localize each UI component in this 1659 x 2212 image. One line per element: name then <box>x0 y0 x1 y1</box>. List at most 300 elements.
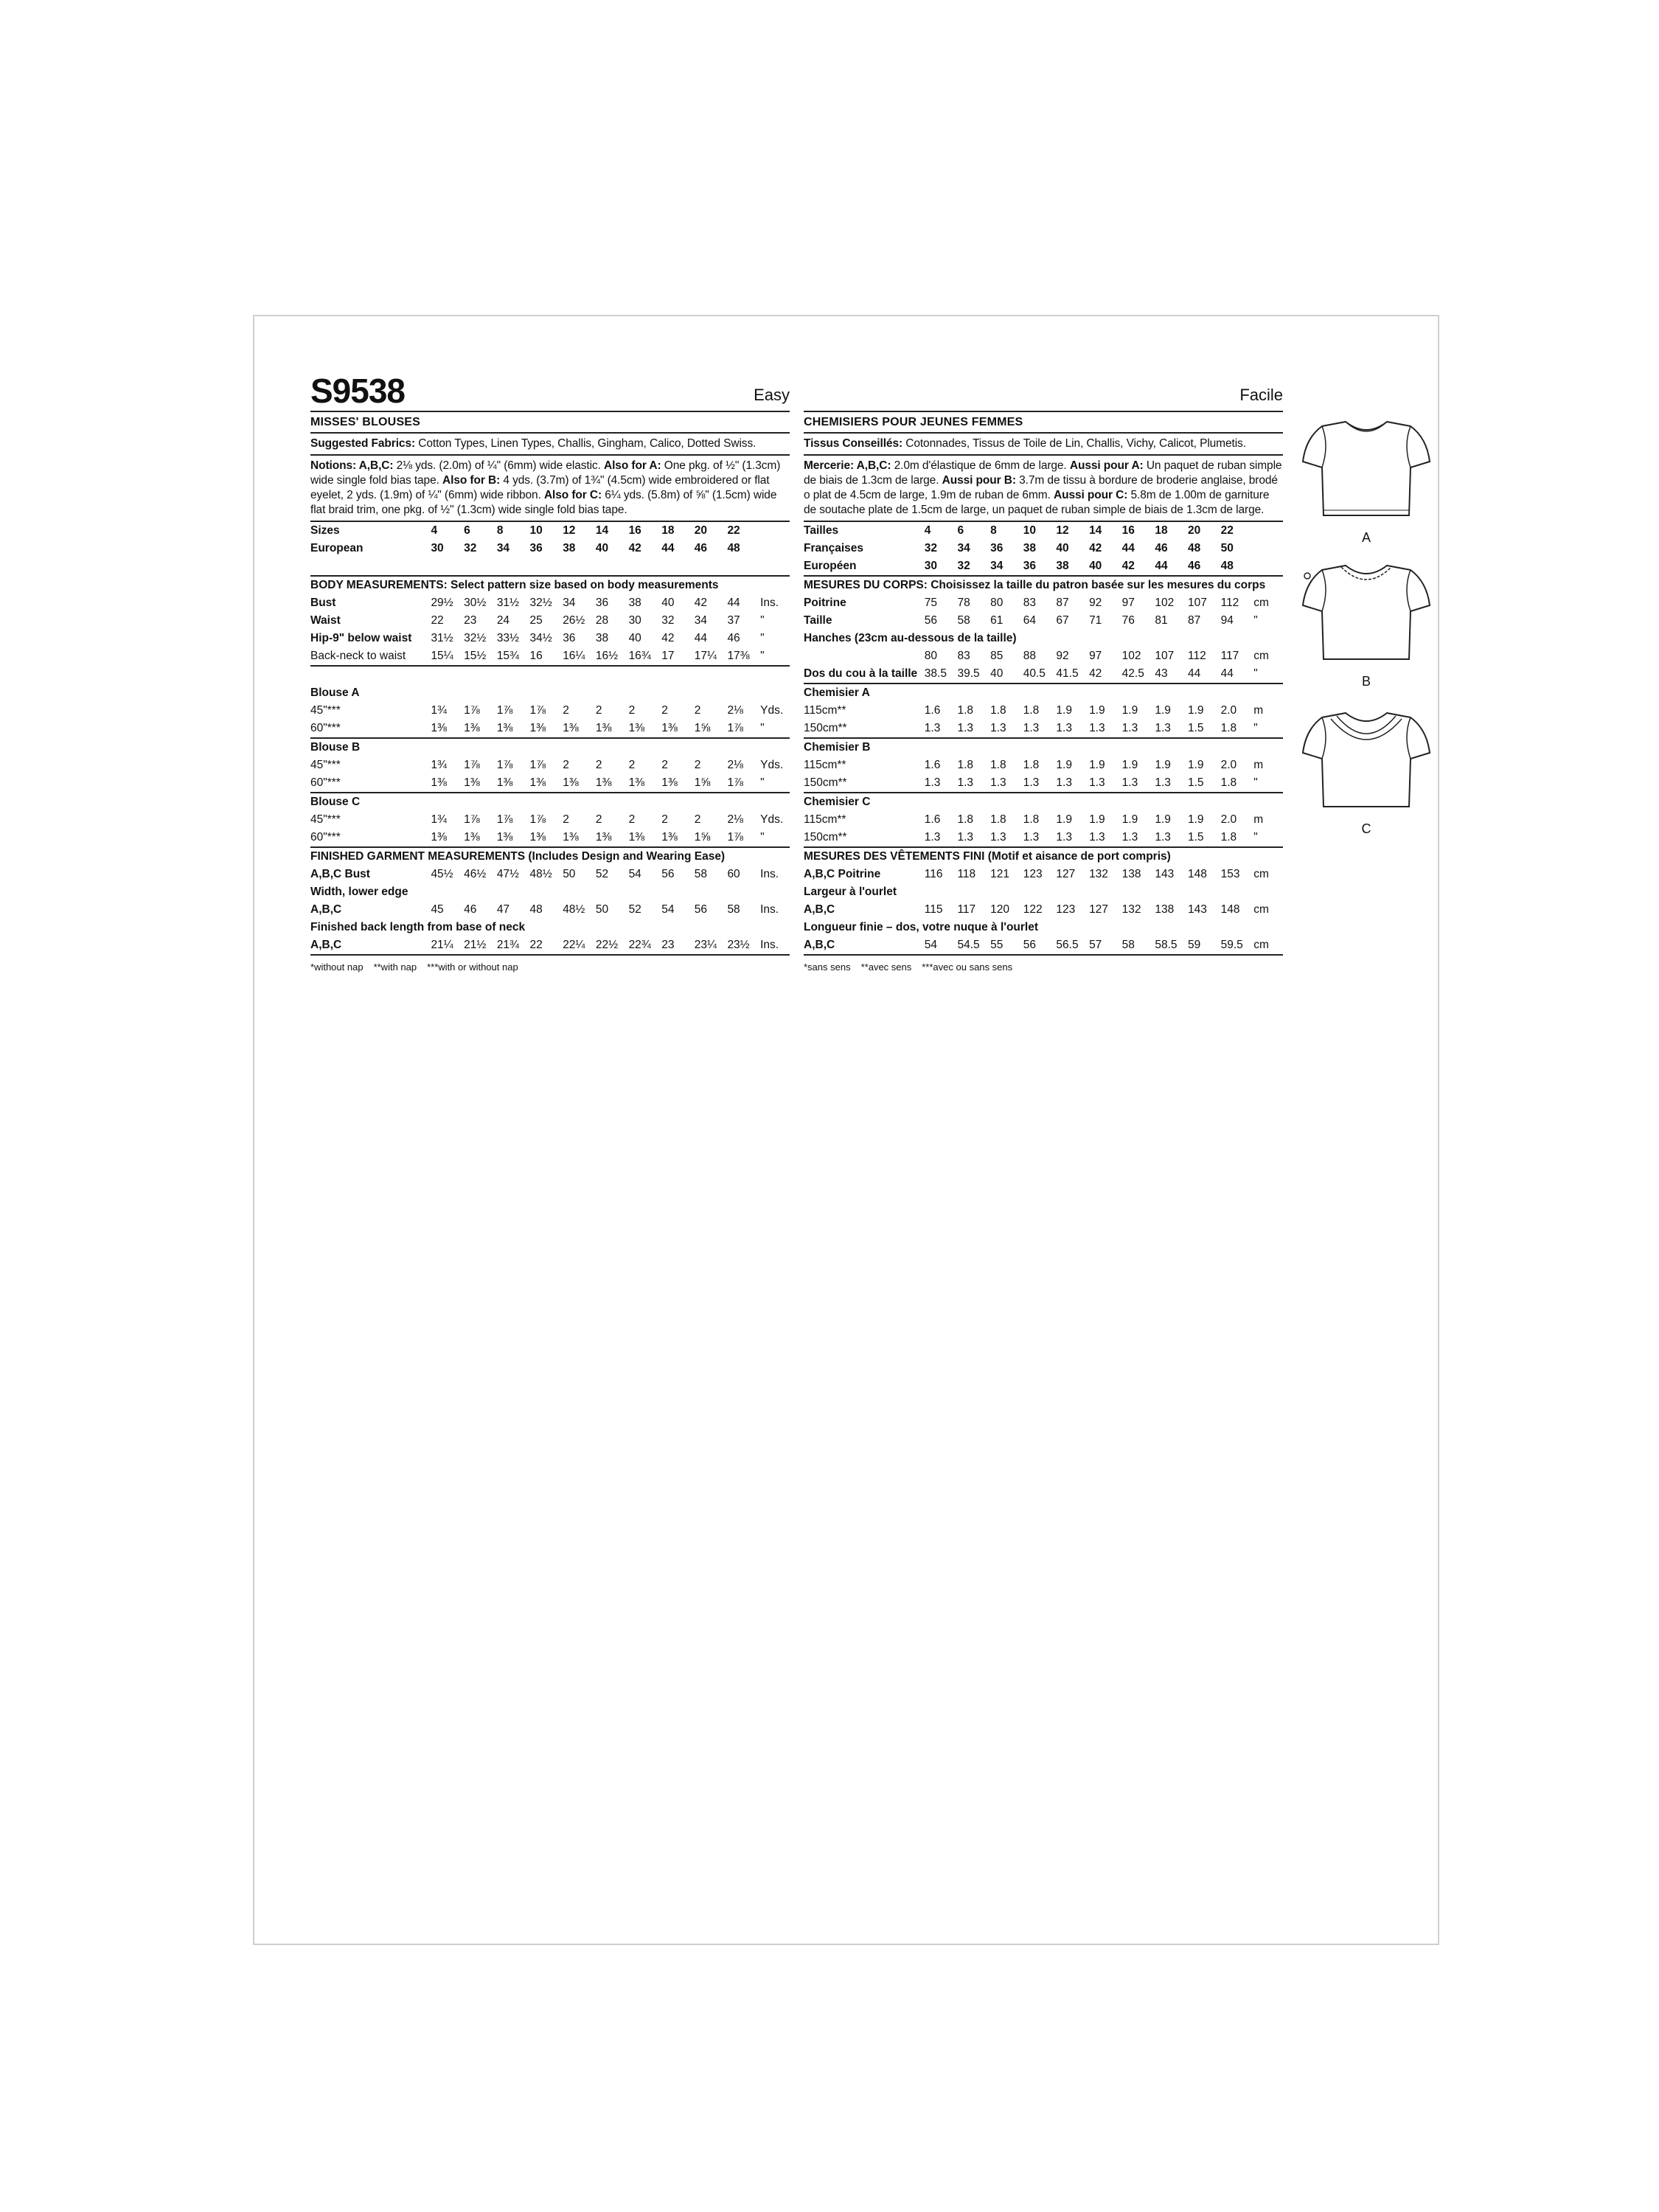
finished-measurement-row <box>310 866 790 883</box>
value-cell: 2 <box>628 704 636 717</box>
pattern-number: S9538 <box>310 372 406 410</box>
value-cell: 1⅜ <box>464 829 497 847</box>
value-cell: 1.3 <box>1089 720 1122 738</box>
unit-cell: Yds. <box>760 759 784 771</box>
value-cell: 1.9 <box>1089 759 1105 771</box>
value-cell: 39.5 <box>957 665 990 684</box>
value-cell: 1⅜ <box>596 774 629 793</box>
value-cell: 31½ <box>431 632 453 644</box>
blouse-yardage-title <box>310 738 790 757</box>
value-cell: 1.5 <box>1188 720 1221 738</box>
value-cell: 44 <box>727 597 740 609</box>
value-cell: 1.8 <box>990 813 1006 826</box>
value-cell: 29½ <box>431 597 453 609</box>
unit-cell: " <box>760 774 790 793</box>
row-label: 60"*** <box>310 829 431 847</box>
footnote: **with nap <box>373 961 417 973</box>
sizes-row <box>804 522 1283 540</box>
value-cell: 1.9 <box>1121 704 1138 717</box>
row-label: A,B,C <box>804 903 835 916</box>
blouse-b-drawing <box>1300 560 1433 670</box>
value-cell: 54.5 <box>957 936 990 955</box>
value-cell: 48½ <box>529 868 552 880</box>
european-sizes-row <box>310 540 790 557</box>
notions-label: Notions: A,B,C: <box>310 459 394 472</box>
body-measurements-title <box>804 576 1283 594</box>
value-cell: 50 <box>563 868 576 880</box>
size-chart-fr <box>804 522 1283 956</box>
value-cell: 32½ <box>529 597 552 609</box>
blouse-yardage-title <box>804 684 1283 702</box>
value-cell: 44 <box>1188 665 1221 684</box>
value-cell: 121 <box>990 868 1009 880</box>
value-cell: 22 <box>530 936 563 955</box>
difficulty-label: Easy <box>754 386 790 404</box>
value-cell: 38.5 <box>925 665 958 684</box>
value-cell: 123 <box>1023 868 1043 880</box>
value-cell: 1.9 <box>1155 759 1171 771</box>
value-cell: 58 <box>957 614 970 627</box>
value-cell: 50 <box>1220 542 1234 554</box>
value-cell: 1.6 <box>924 813 941 826</box>
heading-cell: Blouse B <box>310 741 361 754</box>
value-cell: 44 <box>1155 557 1188 576</box>
value-cell: 88 <box>1023 650 1036 662</box>
value-cell: 50 <box>595 903 609 916</box>
value-cell: 138 <box>1121 868 1141 880</box>
value-cell: 1.6 <box>924 759 941 771</box>
value-cell: 112 <box>1188 650 1206 662</box>
header-en <box>310 372 790 412</box>
value-cell: 48 <box>1188 542 1201 554</box>
value-cell: 41.5 <box>1056 665 1089 684</box>
value-cell: 40 <box>628 632 641 644</box>
value-cell: 34 <box>563 597 576 609</box>
value-cell: 1⅜ <box>563 720 596 738</box>
value-cell: 94 <box>1220 614 1234 627</box>
value-cell: 38 <box>563 542 576 554</box>
english-column <box>310 372 790 973</box>
row-label: A,B,C <box>310 903 342 916</box>
yardage-row <box>804 757 1283 774</box>
heading-cell: Longueur finie – dos, votre nuque à l'ourlet <box>804 921 1039 933</box>
value-cell: 46 <box>694 542 707 554</box>
value-cell: 1⅜ <box>464 720 497 738</box>
value-cell: 1¾ <box>431 704 447 717</box>
value-cell: 78 <box>957 597 970 609</box>
value-cell: 52 <box>628 903 641 916</box>
value-cell: 148 <box>1220 903 1240 916</box>
value-cell: 25 <box>529 614 543 627</box>
yardage-row <box>804 811 1283 829</box>
value-cell: 59 <box>1188 936 1221 955</box>
value-cell: 32 <box>661 614 675 627</box>
unit-cell: Ins. <box>760 597 779 609</box>
value-cell: 23¼ <box>695 936 728 955</box>
value-cell: 123 <box>1056 903 1076 916</box>
view-c-sketch <box>1300 707 1433 836</box>
value-cell: 16½ <box>596 647 629 666</box>
value-cell: 22½ <box>596 936 629 955</box>
yardage-row <box>310 720 790 738</box>
unit-cell: Ins. <box>760 903 779 916</box>
row-label: Poitrine <box>804 597 846 609</box>
value-cell: 16¾ <box>629 647 662 666</box>
unit-cell: cm <box>1253 650 1269 662</box>
unit-cell: m <box>1253 759 1264 771</box>
sizes-row <box>310 522 790 540</box>
value-cell: 10 <box>529 524 543 537</box>
value-cell: 56 <box>1023 936 1057 955</box>
value-cell: 38 <box>595 632 609 644</box>
notions-text: 2⅛ yds. (2.0m) of ¼" (6mm) wide elastic. <box>393 459 604 472</box>
row-label: Françaises <box>804 542 863 554</box>
value-cell: 118 <box>957 868 976 880</box>
yardage-row <box>310 829 790 847</box>
value-cell: 1.3 <box>1056 720 1089 738</box>
value-cell: 1.9 <box>1121 759 1138 771</box>
unit-cell: cm <box>1253 936 1283 955</box>
value-cell: 47 <box>496 903 510 916</box>
value-cell: 1.3 <box>1023 720 1057 738</box>
value-cell: 52 <box>595 868 609 880</box>
heading-cell: Blouse C <box>310 796 361 808</box>
value-cell: 92 <box>1056 650 1069 662</box>
footnotes-fr <box>804 956 1283 973</box>
value-cell: 34 <box>990 557 1023 576</box>
value-cell: 54 <box>661 903 675 916</box>
heading-cell: Blouse A <box>310 686 360 699</box>
value-cell: 1.3 <box>957 720 990 738</box>
value-cell: 1.9 <box>1188 813 1204 826</box>
unit-cell: cm <box>1253 903 1269 916</box>
value-cell: 2.0 <box>1220 759 1237 771</box>
heading-cell: Chemisier C <box>804 796 871 808</box>
value-cell: 6 <box>957 524 964 537</box>
value-cell: 2 <box>563 813 569 826</box>
value-cell: 2⅛ <box>727 759 743 771</box>
notions-text: One pkg. of ½" (1.3cm) wide single fold bias tape. <box>310 459 781 487</box>
value-cell: 22 <box>727 524 740 537</box>
unit-cell: Yds. <box>760 813 784 826</box>
value-cell: 1⅜ <box>661 829 695 847</box>
value-cell: 115 <box>924 903 943 916</box>
unit-cell: " <box>760 647 790 666</box>
value-cell: 16 <box>1121 524 1135 537</box>
row-label: 45"*** <box>310 704 341 717</box>
value-cell: 56 <box>661 868 675 880</box>
yardage-row <box>310 702 790 720</box>
value-cell: 45 <box>431 903 444 916</box>
garment-title: MISSES' BLOUSES <box>310 412 790 434</box>
value-cell: 1.3 <box>1122 829 1155 847</box>
value-cell: 48 <box>727 542 740 554</box>
value-cell: 1.9 <box>1056 813 1072 826</box>
value-cell: 1⅞ <box>529 759 546 771</box>
row-label: 60"*** <box>310 720 431 738</box>
value-cell: 132 <box>1121 903 1141 916</box>
row-label: 45"*** <box>310 813 341 826</box>
also-b-label: Also for B: <box>442 474 501 487</box>
unit-cell: " <box>1253 774 1283 793</box>
value-cell: 1.9 <box>1056 704 1072 717</box>
value-cell: 102 <box>1121 650 1141 662</box>
value-cell: 12 <box>563 524 576 537</box>
value-cell: 36 <box>595 597 609 609</box>
notions-text: 4 yds. (3.7m) of 1¾" (4.5cm) wide embroidered or flat eyelet, 2 yds. (1.9m) of ¼" (6mm) wide ribbon. <box>310 474 770 501</box>
value-cell: 2 <box>595 759 602 771</box>
view-b-label: B <box>1361 674 1371 689</box>
row-label: A,B,C Poitrine <box>804 868 881 880</box>
value-cell: 1⅝ <box>695 829 728 847</box>
value-cell: 1.9 <box>1121 813 1138 826</box>
spacer-row <box>310 557 790 576</box>
row-label: 150cm** <box>804 774 925 793</box>
value-cell: 1⅜ <box>596 720 629 738</box>
value-cell: 138 <box>1155 903 1175 916</box>
value-cell: 2⅛ <box>727 813 743 826</box>
value-cell: 46 <box>464 903 477 916</box>
also-c-label: Aussi pour C: <box>1053 489 1128 501</box>
footnote: *without nap <box>310 961 364 973</box>
value-cell: 46 <box>1188 557 1221 576</box>
value-cell: 32 <box>957 557 990 576</box>
value-cell: 2 <box>661 759 668 771</box>
value-cell: 44 <box>1221 665 1254 684</box>
unit-cell: Ins. <box>760 868 779 880</box>
notions-text: Un paquet de ruban simple de biais de 1.3cm de large. <box>804 459 1282 487</box>
finished-subheading <box>804 883 1283 901</box>
value-cell: 1⅜ <box>661 720 695 738</box>
value-cell: 122 <box>1023 903 1043 916</box>
value-cell: 1.3 <box>925 829 958 847</box>
value-cell: 8 <box>496 524 504 537</box>
value-cell: 32 <box>464 542 477 554</box>
value-cell: 20 <box>1188 524 1201 537</box>
value-cell: 76 <box>1121 614 1135 627</box>
value-cell: 1⅞ <box>529 813 546 826</box>
value-cell: 42 <box>661 632 675 644</box>
value-cell: 127 <box>1089 903 1108 916</box>
value-cell: 31½ <box>496 597 519 609</box>
value-cell: 47½ <box>496 868 519 880</box>
value-cell: 80 <box>990 597 1004 609</box>
value-cell: 28 <box>595 614 609 627</box>
value-cell: 83 <box>1023 597 1036 609</box>
heading-cell: Width, lower edge <box>310 886 408 898</box>
value-cell: 15¼ <box>431 647 464 666</box>
difficulty-label: Facile <box>1239 386 1283 404</box>
row-label: Taille <box>804 614 832 627</box>
value-cell: 38 <box>1023 542 1036 554</box>
french-column <box>804 387 1283 973</box>
value-cell: 1.3 <box>957 774 990 793</box>
value-cell: 8 <box>990 524 997 537</box>
notions-text: 2.0m d'élastique de 6mm de large. <box>891 459 1070 472</box>
row-label: 115cm** <box>804 759 846 771</box>
value-cell: 34 <box>957 542 970 554</box>
value-cell: 23 <box>661 936 695 955</box>
unit-cell: " <box>760 720 790 738</box>
value-cell: 40 <box>595 542 609 554</box>
body-measurement-row <box>310 612 790 630</box>
row-label: 115cm** <box>804 813 846 826</box>
blouse-yardage-title <box>804 793 1283 811</box>
value-cell: 2 <box>661 704 668 717</box>
value-cell: 1⅜ <box>530 774 563 793</box>
value-cell: 81 <box>1155 614 1168 627</box>
value-cell: 30½ <box>464 597 487 609</box>
value-cell: 2 <box>595 704 602 717</box>
body-measurement-row <box>310 594 790 612</box>
value-cell: 1.3 <box>957 829 990 847</box>
value-cell: 1⅜ <box>563 829 596 847</box>
value-cell: 153 <box>1220 868 1240 880</box>
value-cell: 18 <box>661 524 675 537</box>
value-cell: 36 <box>529 542 543 554</box>
footnote: ***avec ou sans sens <box>922 961 1013 973</box>
value-cell: 2.0 <box>1220 813 1237 826</box>
value-cell: 34 <box>694 614 707 627</box>
suggested-fabrics <box>804 434 1283 456</box>
notions-text: 3.7m de tissu à bordure de broderie anglaise, brodé o plat de 4.5cm de large, 1.9m de ruban de 6mm. <box>804 474 1278 501</box>
value-cell: 1.9 <box>1056 759 1072 771</box>
value-cell: 30 <box>628 614 641 627</box>
value-cell: 36 <box>1023 557 1057 576</box>
value-cell: 16¼ <box>563 647 596 666</box>
value-cell: 44 <box>1121 542 1135 554</box>
row-label: A,B,C Bust <box>310 868 370 880</box>
body-measurement-row <box>804 647 1283 665</box>
value-cell: 61 <box>990 614 1004 627</box>
value-cell: 1.8 <box>990 759 1006 771</box>
value-cell: 2 <box>563 759 569 771</box>
unit-cell <box>1253 522 1283 540</box>
value-cell: 148 <box>1188 868 1207 880</box>
value-cell: 22 <box>431 614 444 627</box>
value-cell: 22¼ <box>563 936 596 955</box>
value-cell: 1¾ <box>431 813 447 826</box>
value-cell: 1⅞ <box>496 759 513 771</box>
value-cell: 127 <box>1056 868 1076 880</box>
row-label: Hip-9" below waist <box>310 632 412 644</box>
value-cell: 1.3 <box>925 774 958 793</box>
value-cell: 1.9 <box>1188 704 1204 717</box>
yardage-row <box>804 702 1283 720</box>
notions <box>804 456 1283 522</box>
value-cell: 1¾ <box>431 759 447 771</box>
value-cell: 21½ <box>464 936 497 955</box>
also-a-label: Aussi pour A: <box>1069 459 1144 472</box>
value-cell: 16 <box>628 524 641 537</box>
row-label: Européen <box>804 557 925 576</box>
hip-heading <box>804 630 1283 647</box>
unit-cell: " <box>760 614 765 627</box>
value-cell: 1.3 <box>1089 829 1122 847</box>
yardage-row <box>310 757 790 774</box>
row-label: Waist <box>310 614 341 627</box>
footnote: *sans sens <box>804 961 851 973</box>
unit-cell: " <box>1253 720 1283 738</box>
value-cell: 1⅞ <box>496 813 513 826</box>
value-cell: 67 <box>1056 614 1069 627</box>
value-cell: 2⅛ <box>727 704 743 717</box>
value-cell: 4 <box>431 524 438 537</box>
value-cell: 1⅜ <box>431 774 464 793</box>
value-cell: 120 <box>990 903 1009 916</box>
value-cell: 26½ <box>563 614 585 627</box>
notions-text: 5.8m de 1.00m de garniture de soutache plate de 1.5cm de large, un paquet de ruban simple de biais de 1.3cm de large. <box>804 489 1270 516</box>
fabrics-label: Tissus Conseillés: <box>804 437 903 450</box>
value-cell: 1⅜ <box>497 829 530 847</box>
unit-cell: m <box>1253 704 1264 717</box>
unit-cell: " <box>760 632 765 644</box>
value-cell: 1⅝ <box>695 774 728 793</box>
heading-cell: BODY MEASUREMENTS: Select pattern size based on body measurements <box>310 579 719 591</box>
value-cell: 1.3 <box>925 720 958 738</box>
row-label: Dos du cou à la taille <box>804 665 925 684</box>
view-c-label: C <box>1361 821 1371 836</box>
value-cell: 16 <box>530 647 563 666</box>
heading-cell: MESURES DU CORPS: Choisissez la taille du patron basée sur les mesures du corps <box>804 579 1266 591</box>
unit-cell <box>1253 557 1283 576</box>
value-cell: 40 <box>990 665 1023 684</box>
value-cell: 102 <box>1155 597 1175 609</box>
value-cell: 1⅜ <box>464 774 497 793</box>
value-cell: 17 <box>661 647 695 666</box>
value-cell: 1.9 <box>1188 759 1204 771</box>
unit-cell: m <box>1253 813 1264 826</box>
unit-cell: Ins. <box>760 936 790 955</box>
value-cell: 1⅜ <box>629 829 662 847</box>
value-cell: 85 <box>990 650 1004 662</box>
value-cell: 2 <box>595 813 602 826</box>
value-cell: 1⅜ <box>497 774 530 793</box>
value-cell: 2 <box>628 813 636 826</box>
unit-cell: " <box>1253 614 1258 627</box>
value-cell: 1⅜ <box>629 774 662 793</box>
spacer-row <box>310 666 790 684</box>
value-cell: 1.8 <box>1221 720 1254 738</box>
value-cell: 17¼ <box>695 647 728 666</box>
value-cell: 32 <box>924 542 938 554</box>
value-cell: 1.6 <box>924 704 941 717</box>
value-cell: 12 <box>1056 524 1069 537</box>
value-cell: 32½ <box>464 632 487 644</box>
notions <box>310 456 790 522</box>
blouse-yardage-title <box>310 684 790 702</box>
value-cell: 20 <box>694 524 707 537</box>
finished-measurements-title <box>804 847 1283 866</box>
size-chart-en <box>310 522 790 956</box>
fabrics-label: Suggested Fabrics: <box>310 437 416 450</box>
value-cell: 143 <box>1155 868 1175 880</box>
row-label: 115cm** <box>804 704 846 717</box>
value-cell: 54 <box>628 868 641 880</box>
value-cell: 22 <box>1220 524 1234 537</box>
value-cell: 58 <box>727 903 740 916</box>
finished-subheading <box>310 919 790 936</box>
value-cell: 46½ <box>464 868 487 880</box>
value-cell: 38 <box>628 597 641 609</box>
suggested-fabrics <box>310 434 790 456</box>
yardage-row <box>804 774 1283 793</box>
value-cell: 1⅞ <box>727 774 760 793</box>
value-cell: 4 <box>924 524 931 537</box>
body-measurement-row <box>310 630 790 647</box>
unit-cell: " <box>1253 829 1283 847</box>
footnote: ***with or without nap <box>427 961 518 973</box>
